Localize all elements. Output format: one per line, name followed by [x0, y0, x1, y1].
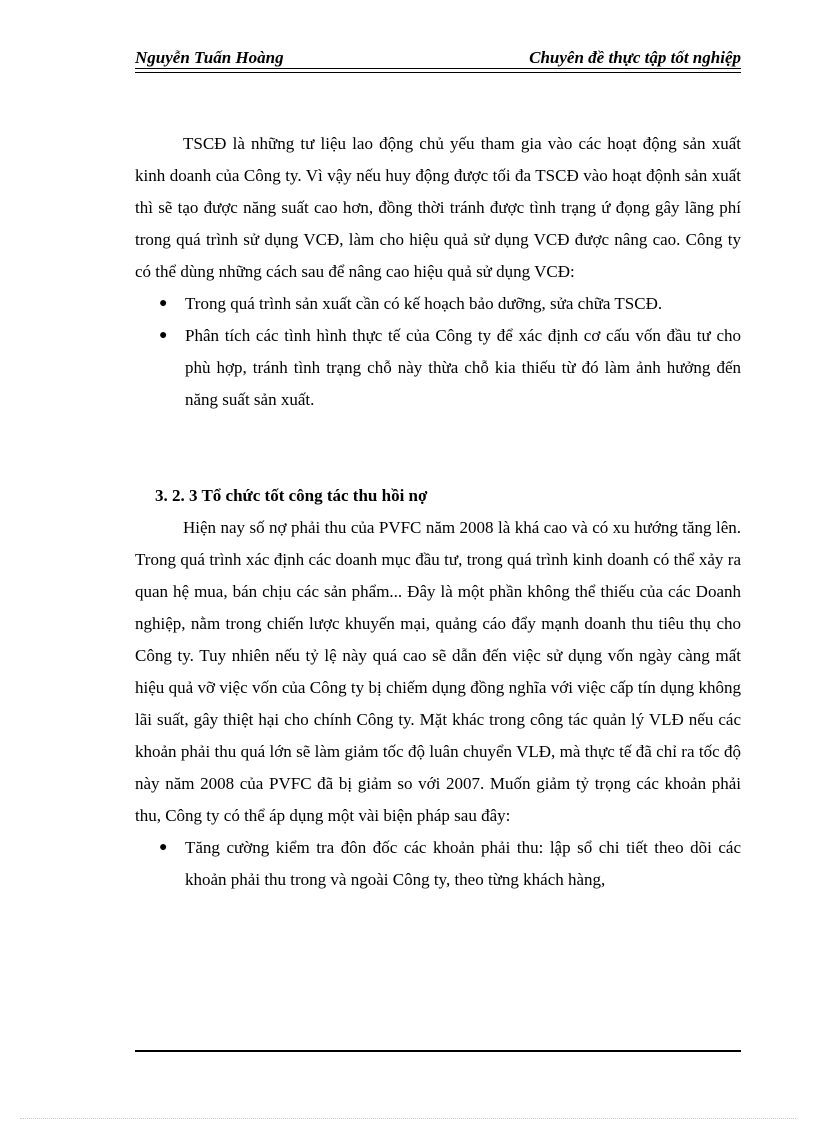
list-item-text: Trong quá trình sản xuất cần có kế hoạch bảo dưỡng, sửa chữa TSCĐ. [185, 294, 663, 313]
list-item-text: Phân tích các tình hình thực tế của Công ty để xác định cơ cấu vốn đầu tư cho phù hợp, tránh tình trạng chỗ này thừa chỗ kia thiếu từ đó làm ảnh hưởng đến năng suất sản xuất. [185, 326, 741, 409]
section-paragraph: Hiện nay số nợ phải thu của PVFC năm 2008 là khá cao và có xu hướng tăng lên. Trong quá trình xác định các doanh mục đầu tư, trong quá trình kinh doanh có thể xảy ra quan hệ mua, bán chịu các sản phẩm... Đây là một phần không thể thiếu của các Doanh nghiệp, nằm trong chiến lược khuyến mại, quảng cáo đẩy mạnh doanh thu tiêu thụ cho Công ty. Tuy nhiên nếu tỷ lệ này quá cao sẽ dẫn đến việc sử dụng vốn ngày càng mất hiệu quả vỡ việc vốn của Công ty bị chiếm dụng đồng nghĩa với việc cấp tín dụng không lãi suất, gây thiệt hại cho chính Công ty. Mặt khác trong công tác quản lý VLĐ nếu các khoản phải thu quá lớn sẽ làm giảm tốc độ luân chuyển VLĐ, mà thực tế đã chỉ ra tốc độ này năm 2008 của PVFC đã bị giảm so với 2007. Muốn giảm tỷ trọng các khoản phải thu, Công ty có thể áp dụng một vài biện pháp sau đây: [135, 518, 741, 825]
list-item-text: Tăng cường kiểm tra đôn đốc các khoản phải thu: lập sổ chi tiết theo dõi các khoản phải thu trong và ngoài Công ty, theo từng khách hàng, [185, 838, 741, 889]
footer-rule [135, 1050, 741, 1052]
bullet-icon: ● [159, 296, 168, 311]
author-name: Nguyễn Tuấn Hoàng [135, 48, 284, 67]
list-item [135, 320, 741, 416]
list-item [135, 832, 741, 896]
bullet-list-1 [135, 288, 741, 416]
bullet-icon: ● [159, 328, 168, 343]
intro-paragraph: TSCĐ là những tư liệu lao động chủ yếu tham gia vào các hoạt động sản xuất kinh doanh của Công ty. Vì vậy nếu huy động được tối đa TSCĐ vào hoạt độnh sản xuất thì sẽ tạo được năng suất cao hơn, đồng thời tránh được tình trạng ứ đọng gây lãng phí trong quá trình sử dụng VCĐ, làm cho hiệu quả sử dụng VCĐ được nâng cao. Công ty có thể dùng những cách sau để nâng cao hiệu quả sử dụng VCĐ: [135, 134, 741, 281]
header-rule-thin [135, 72, 741, 73]
list-item [135, 288, 741, 320]
page-content [135, 128, 741, 896]
page-edge-dots [20, 1118, 796, 1119]
document-title: Chuyên đề thực tập tốt nghiệp [529, 48, 741, 67]
bullet-list-2 [135, 832, 741, 896]
section-heading: 3. 2. 3 Tổ chức tốt công tác thu hồi nợ [155, 486, 428, 505]
bullet-icon: ● [159, 840, 168, 855]
header-rule [135, 68, 741, 69]
